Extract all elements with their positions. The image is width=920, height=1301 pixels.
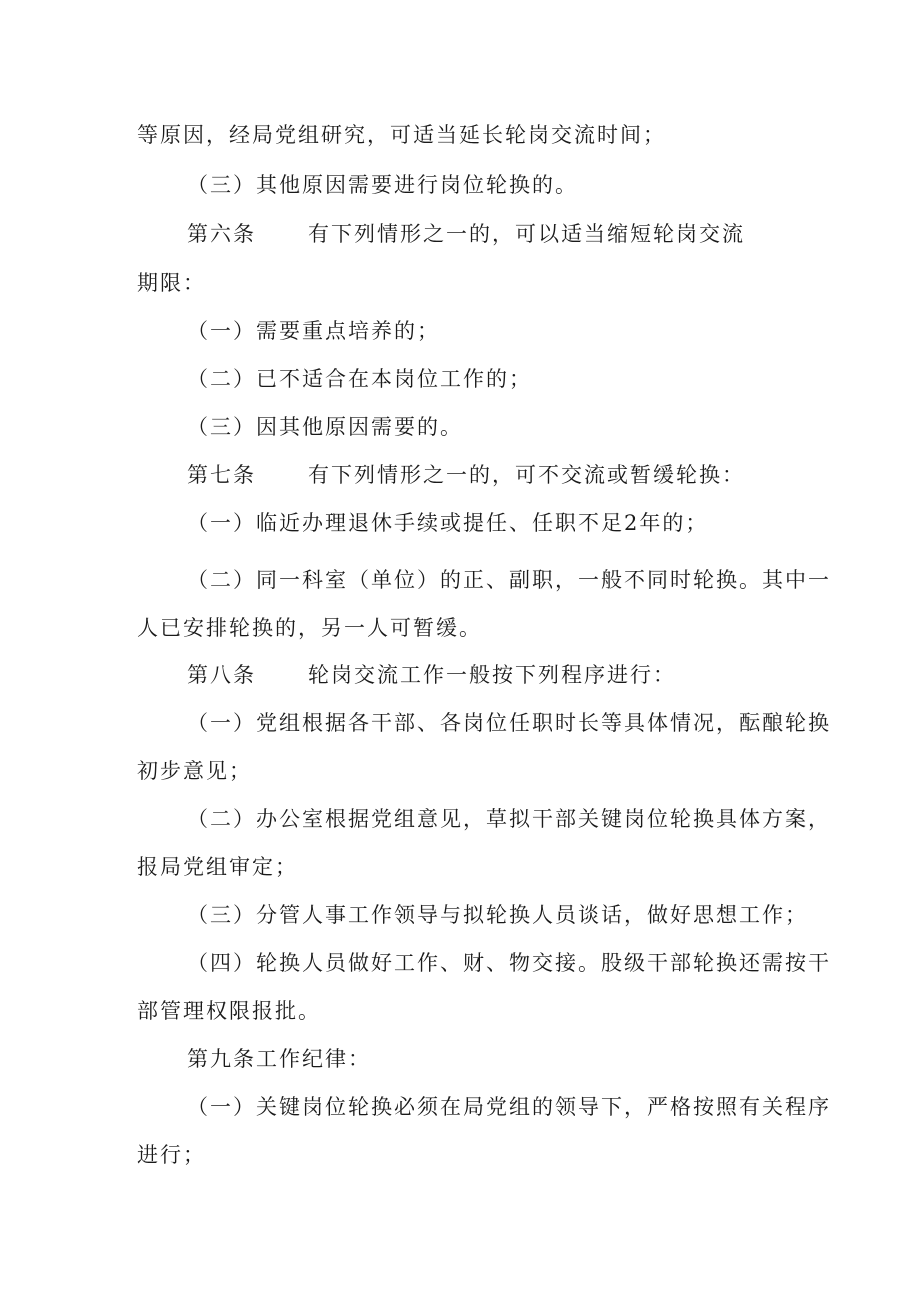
article-label: 第六条 bbox=[187, 222, 256, 246]
text-line: （四）轮换人员做好工作、财、物交接。股级干部轮换还需按干 bbox=[187, 951, 831, 975]
article-6-line bbox=[187, 219, 745, 249]
text-line: 部管理权限报批。 bbox=[137, 999, 321, 1023]
article-label: 第八条 bbox=[187, 663, 256, 687]
text-line: （一）临近办理退休手续或提任、任职不足2年的； bbox=[187, 511, 709, 535]
article-7-line bbox=[187, 460, 745, 490]
text-line: 等原因，经局党组研究，可适当延长轮岗交流时间； bbox=[137, 123, 666, 147]
text-line: 第九条工作纪律： bbox=[187, 1047, 371, 1071]
article-8-line bbox=[187, 660, 676, 690]
text-line: （三）其他原因需要进行岗位轮换的。 bbox=[187, 173, 578, 197]
text-line: （三）因其他原因需要的。 bbox=[187, 415, 463, 439]
article-label: 第七条 bbox=[187, 463, 256, 487]
article-text: 轮岗交流工作一般按下列程序进行： bbox=[308, 663, 676, 687]
text-line: 进行； bbox=[137, 1143, 206, 1167]
text-line: （一）关键岗位轮换必须在局党组的领导下，严格按照有关程序 bbox=[187, 1095, 831, 1119]
article-text: 有下列情形之一的，可不交流或暂缓轮换： bbox=[308, 463, 745, 487]
text-line: （一）党组根据各干部、各岗位任职时长等具体情况，酝酿轮换 bbox=[187, 711, 831, 735]
text-line: （三）分管人事工作领导与拟轮换人员谈话，做好思想工作； bbox=[187, 903, 808, 927]
text-line: （二）已不适合在本岗位工作的； bbox=[187, 367, 532, 391]
article-text: 有下列情形之一的，可以适当缩短轮岗交流 bbox=[308, 222, 745, 246]
text-line: 人已安排轮换的，另一人可暂缓。 bbox=[137, 616, 482, 640]
text-line: 期限： bbox=[137, 271, 206, 295]
text-line: （一）需要重点培养的； bbox=[187, 319, 440, 343]
text-line: 初步意见； bbox=[137, 759, 252, 783]
text-line: （二）同一科室（单位）的正、副职，一般不同时轮换。其中一 bbox=[187, 568, 831, 592]
text-line: 报局党组审定； bbox=[137, 855, 298, 879]
text-line: （二）办公室根据党组意见，草拟干部关键岗位轮换具体方案， bbox=[187, 807, 831, 831]
